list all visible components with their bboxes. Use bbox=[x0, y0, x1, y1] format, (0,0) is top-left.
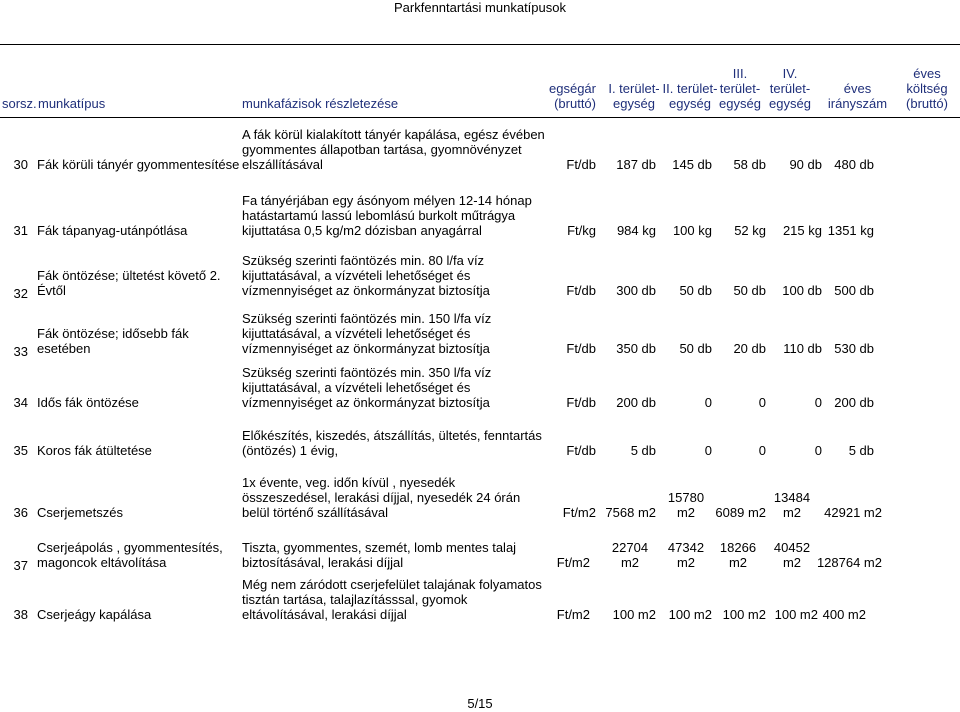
table-row bbox=[0, 192, 960, 238]
row-unit: Ft/kg bbox=[567, 223, 596, 238]
row-terulet-4: 90 db bbox=[789, 157, 822, 172]
row-description: Előkészítés, kiszedés, átszállítás, ültetés, fenntartás (öntözés) 1 évig, bbox=[242, 428, 542, 458]
table-row bbox=[0, 474, 960, 520]
row-description: Még nem záródott cserjefelület talajának folyamatos tisztán tartása, talajlazításssal, gyomok eltávolításával, lerakási díjjal bbox=[242, 577, 542, 622]
col-header-iranyszam: éves irányszám bbox=[827, 81, 888, 111]
col-header-terulet-4: IV. terület- egység bbox=[769, 66, 811, 111]
row-description: Szükség szerinti faöntözés min. 350 l/fa víz kijuttatásával, a vízvételi lehetőséget és vízmennyiséget az önkormányzat biztosítja bbox=[242, 365, 492, 410]
row-terulet-4: 110 db bbox=[783, 341, 822, 356]
row-number: 35 bbox=[13, 443, 28, 458]
row-type: Cserjemetszés bbox=[37, 505, 123, 520]
row-type: Fák öntözése; idősebb fák esetében bbox=[37, 326, 189, 356]
row-type: Fák tápanyag-utánpótlása bbox=[37, 223, 188, 238]
row-iranyszam: 128764 m2 bbox=[816, 555, 882, 570]
row-number: 36 bbox=[13, 505, 28, 520]
col-header-terulet-3: III. terület- egység bbox=[719, 66, 761, 111]
row-terulet-1: 7568 m2 bbox=[605, 505, 656, 520]
row-iranyszam: 1351 kg bbox=[827, 223, 874, 238]
page-number: 5/15 bbox=[467, 696, 493, 711]
row-type: Idős fák öntözése bbox=[37, 395, 139, 410]
row-terulet-2: 50 db bbox=[679, 283, 712, 298]
row-unit: Ft/db bbox=[566, 341, 596, 356]
row-terulet-1: 200 db bbox=[616, 395, 656, 410]
table-row bbox=[0, 428, 960, 458]
row-iranyszam: 530 db bbox=[834, 341, 874, 356]
table-row bbox=[0, 364, 960, 410]
col-header-egysegar: egségár (bruttó) bbox=[549, 81, 596, 111]
row-unit: Ft/m2 bbox=[556, 607, 590, 622]
row-terulet-4: 0 bbox=[814, 395, 822, 410]
row-unit: Ft/db bbox=[566, 395, 596, 410]
row-unit: Ft/db bbox=[566, 283, 596, 298]
row-type: Fák öntözése; ültetést követő 2. Évtől bbox=[37, 268, 221, 298]
table-row bbox=[0, 538, 960, 573]
row-terulet-1: 22704 m2 bbox=[611, 540, 649, 570]
row-iranyszam: 5 db bbox=[848, 443, 874, 458]
table-row bbox=[0, 253, 960, 301]
row-terulet-3: 6089 m2 bbox=[715, 505, 766, 520]
row-number: 33 bbox=[13, 344, 28, 359]
row-description: Szükség szerinti faöntözés min. 150 l/fa víz kijuttatásával, a vízvételi lehetőséget és vízmennyiséget az önkormányzat biztosítja bbox=[242, 311, 492, 356]
row-unit: Ft/db bbox=[566, 157, 596, 172]
row-terulet-2: 50 db bbox=[679, 341, 712, 356]
row-description: 1x évente, veg. időn kívül , nyesedék összeszedésel, lerakási díjjal, nyesedék 24 órán belül történő szállításával bbox=[242, 475, 521, 520]
row-terulet-4: 13484 m2 bbox=[773, 490, 811, 520]
row-unit: Ft/m2 bbox=[562, 505, 596, 520]
row-terulet-2: 47342 m2 bbox=[667, 540, 705, 570]
row-terulet-4: 100 db bbox=[782, 283, 822, 298]
row-description: Fa tányérjában egy ásónyom mélyen 12-14 hónap hatástartamú lassú lebomlású burkolt műtrágya kijuttatása 0,5 kg/m2 dózisban anyagárral bbox=[242, 193, 532, 238]
row-terulet-3: 100 m2 bbox=[722, 607, 766, 622]
row-type: Fák körüli tányér gyommentesítése bbox=[37, 157, 240, 172]
row-description: Szükség szerinti faöntözés min. 80 l/fa víz kijuttatásával, a vízvételi lehetőséget és vízmennyiséget az önkormányzat biztosítja bbox=[242, 253, 490, 298]
col-header-munkatipus: munkatípus bbox=[38, 96, 106, 111]
row-terulet-1: 350 db bbox=[616, 341, 656, 356]
table-header bbox=[0, 44, 960, 118]
row-type: Cserjeápolás , gyommentesítés, magoncok eltávolítása bbox=[37, 540, 223, 570]
row-terulet-4: 215 kg bbox=[782, 223, 822, 238]
table-row bbox=[0, 576, 960, 622]
row-number: 37 bbox=[13, 558, 28, 573]
row-iranyszam: 500 db bbox=[834, 283, 874, 298]
row-terulet-3: 50 db bbox=[733, 283, 766, 298]
col-header-terulet-1: I. terület- egység bbox=[608, 81, 660, 111]
row-terulet-2: 145 db bbox=[672, 157, 712, 172]
table-row bbox=[0, 311, 960, 359]
row-terulet-3: 58 db bbox=[733, 157, 766, 172]
row-iranyszam: 480 db bbox=[834, 157, 874, 172]
row-iranyszam: 42921 m2 bbox=[824, 505, 882, 520]
row-terulet-2: 0 bbox=[704, 395, 712, 410]
row-number: 31 bbox=[13, 223, 28, 238]
row-terulet-1: 100 m2 bbox=[612, 607, 656, 622]
row-number: 32 bbox=[13, 286, 28, 301]
row-terulet-1: 187 db bbox=[616, 157, 656, 172]
row-type: Cserjeágy kapálása bbox=[37, 607, 152, 622]
row-terulet-4: 0 bbox=[814, 443, 822, 458]
row-terulet-2: 15780 m2 bbox=[667, 490, 705, 520]
row-terulet-1: 984 kg bbox=[616, 223, 656, 238]
row-terulet-3: 0 bbox=[758, 443, 766, 458]
row-unit: Ft/db bbox=[566, 443, 596, 458]
row-terulet-2: 100 m2 bbox=[668, 607, 712, 622]
row-terulet-4: 40452 m2 bbox=[773, 540, 811, 570]
col-header-sorsz: sorsz. bbox=[2, 96, 37, 111]
row-terulet-3: 0 bbox=[758, 395, 766, 410]
row-number: 38 bbox=[13, 607, 28, 622]
row-iranyszam: 400 m2 bbox=[822, 607, 866, 622]
col-header-koltseg: éves költség (bruttó) bbox=[906, 66, 948, 111]
row-terulet-1: 300 db bbox=[616, 283, 656, 298]
row-iranyszam: 200 db bbox=[834, 395, 874, 410]
row-terulet-3: 18266 m2 bbox=[719, 540, 757, 570]
row-terulet-3: 20 db bbox=[733, 341, 766, 356]
row-type: Koros fák átültetése bbox=[37, 443, 152, 458]
row-terulet-2: 100 kg bbox=[672, 223, 712, 238]
row-description: A fák körül kialakított tányér kapálása, egész évében gyommentes állapotban tartása, gyomnövényzet elszállításával bbox=[242, 127, 545, 172]
row-terulet-2: 0 bbox=[704, 443, 712, 458]
row-description: Tiszta, gyommentes, szemét, lomb mentes talaj biztosításával, lerakási díjjal bbox=[242, 540, 517, 570]
col-header-reszletezes: munkafázisok részletezése bbox=[242, 96, 399, 111]
row-terulet-4: 100 m2 bbox=[774, 607, 818, 622]
row-number: 34 bbox=[13, 395, 28, 410]
row-unit: Ft/m2 bbox=[556, 555, 590, 570]
row-terulet-1: 5 db bbox=[630, 443, 656, 458]
row-terulet-3: 52 kg bbox=[734, 223, 766, 238]
table-row bbox=[0, 128, 960, 172]
row-number: 30 bbox=[13, 157, 28, 172]
page-title: Parkfenntartási munkatípusok bbox=[394, 0, 566, 15]
col-header-terulet-2: II. terület- egység bbox=[662, 81, 718, 111]
